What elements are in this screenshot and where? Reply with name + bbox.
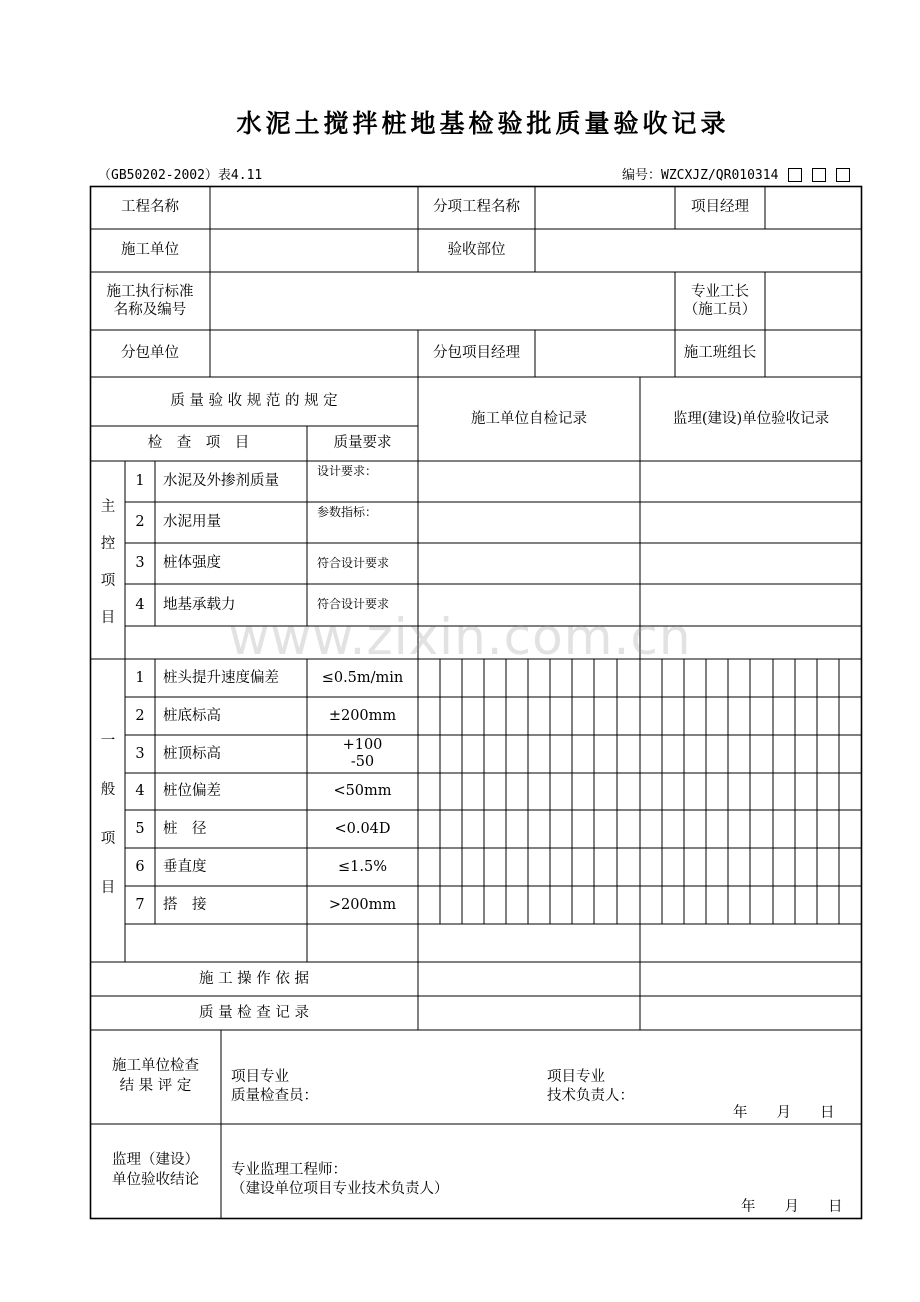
watermark: www.zixin.com.cn xyxy=(228,608,692,666)
supervision-engineer-signature[interactable] xyxy=(231,1161,449,1199)
project-name-field[interactable] xyxy=(210,186,418,229)
inspection-part-label: 验收部位 xyxy=(447,242,506,259)
supervision-eval-label-line2: 单位验收结论 xyxy=(112,1172,199,1188)
item-name: 桩 径 xyxy=(163,820,207,837)
quality-req-heading: 质量要求 xyxy=(333,435,392,452)
construction-unit-field[interactable] xyxy=(210,229,418,272)
inspection-part-field[interactable] xyxy=(535,229,862,272)
item-requirement: 符合设计要求 xyxy=(317,597,390,612)
general-items-label xyxy=(98,729,118,925)
construction-eval-label-line1: 施工单位检查 xyxy=(112,1058,199,1075)
requirement-upper: +100 xyxy=(342,736,383,753)
sub-manager-label: 分包项目经理 xyxy=(433,345,520,362)
standard-name-label-line1: 施工执行标准 xyxy=(106,283,194,300)
quality-record-self-field[interactable] xyxy=(418,996,640,1030)
standard-name-label xyxy=(90,272,210,330)
foreman-field[interactable] xyxy=(765,272,862,330)
item-requirement: 设计要求： xyxy=(317,464,378,479)
document-code-text: 编号：WZCXJZ/QR010314 xyxy=(622,168,779,183)
quality-record-supervision-field[interactable] xyxy=(640,996,862,1030)
item-name: 桩底标高 xyxy=(163,707,221,724)
row-number: 1 xyxy=(135,669,145,686)
main-control-char-1: 主 xyxy=(100,499,116,515)
item-requirement xyxy=(307,735,418,773)
check-items-heading: 检 查 项 目 xyxy=(147,435,250,452)
item-requirement: 符合设计要求 xyxy=(317,555,390,570)
main-control-char-2: 控 xyxy=(100,536,116,552)
item-name: 水泥用量 xyxy=(163,514,221,531)
general-char-1: 一 xyxy=(100,733,116,749)
spec-rules-heading: 质 量 验 收 规 范 的 规 定 xyxy=(170,393,338,410)
row-number: 7 xyxy=(135,896,145,913)
item-requirement: ±200mm xyxy=(328,707,397,724)
operation-basis-label: 施 工 操 作 依 据 xyxy=(198,970,310,987)
supervision-eval-label xyxy=(90,1124,221,1218)
standard-name-field[interactable] xyxy=(210,272,675,330)
construction-eval-label xyxy=(90,1030,221,1124)
sub-project-name-label: 分项工程名称 xyxy=(433,199,520,216)
row-number: 3 xyxy=(135,555,145,572)
quality-inspector-signature[interactable] xyxy=(231,1068,318,1106)
general-char-2: 般 xyxy=(100,782,116,798)
sub-project-name-field[interactable] xyxy=(535,186,675,229)
operation-basis-self-field[interactable] xyxy=(418,962,640,996)
row-number: 2 xyxy=(135,707,145,724)
supervision-check-heading: 监理(建设)单位验收记录 xyxy=(672,410,830,427)
construction-unit-label: 施工单位 xyxy=(121,242,179,259)
supervision-eval-label-line1: 监理（建设） xyxy=(112,1152,199,1169)
supervision-engineer-line1: 专业监理工程师： xyxy=(231,1162,347,1178)
sub-manager-field[interactable] xyxy=(535,330,675,377)
main-control-char-3: 项 xyxy=(100,573,116,589)
supervision-eval-date[interactable]: 年 月 日 xyxy=(741,1199,843,1215)
item-name: 水泥及外掺剂质量 xyxy=(163,473,279,490)
item-name: 地基承载力 xyxy=(163,596,236,613)
team-leader-label: 施工班组长 xyxy=(683,345,757,362)
project-name-label: 工程名称 xyxy=(121,199,179,216)
construction-eval-label-line2: 结 果 评 定 xyxy=(119,1078,192,1094)
quality-inspector-line2: 质量检查员： xyxy=(231,1087,318,1104)
general-char-3: 项 xyxy=(100,831,116,847)
row-number: 4 xyxy=(135,783,145,800)
item-name: 桩头提升速度偏差 xyxy=(163,669,279,686)
standard-name-label-line2: 名称及编号 xyxy=(113,302,187,318)
item-requirement: ≤1.5% xyxy=(338,858,387,875)
quality-record-label: 质 量 检 查 记 录 xyxy=(198,1004,310,1021)
item-name: 搭 接 xyxy=(163,896,207,913)
project-manager-label: 项目经理 xyxy=(691,199,749,216)
item-name: 桩体强度 xyxy=(163,555,221,572)
row-number: 4 xyxy=(135,596,145,613)
team-leader-field[interactable] xyxy=(765,330,862,377)
operation-basis-supervision-field[interactable] xyxy=(640,962,862,996)
technical-lead-line2: 技术负责人： xyxy=(547,1087,634,1104)
item-name: 垂直度 xyxy=(163,858,207,875)
item-requirement: >200mm xyxy=(328,896,397,913)
technical-lead-line1: 项目专业 xyxy=(547,1069,605,1085)
row-number: 3 xyxy=(135,745,145,762)
subcontractor-label: 分包单位 xyxy=(121,345,179,362)
construction-eval-date[interactable]: 年 月 日 xyxy=(733,1105,835,1121)
row-number: 6 xyxy=(135,858,145,875)
supervision-engineer-line2: （建设单位项目专业技术负责人） xyxy=(231,1180,449,1197)
standard-reference: （GB50202-2002）表4.11 xyxy=(98,168,263,183)
main-control-char-4: 目 xyxy=(100,610,116,626)
document-title: 水泥土搅拌桩地基检验批质量验收记录 xyxy=(236,109,730,138)
requirement-lower: -50 xyxy=(350,754,375,770)
quality-inspector-line1: 项目专业 xyxy=(231,1069,289,1085)
technical-lead-signature[interactable] xyxy=(547,1068,634,1106)
row-number: 2 xyxy=(135,514,145,531)
item-name: 桩位偏差 xyxy=(163,783,221,800)
item-requirement: 参数指标： xyxy=(317,505,378,520)
item-name: 桩顶标高 xyxy=(163,745,221,762)
item-requirement: <0.04D xyxy=(334,820,391,837)
row-number: 1 xyxy=(135,473,145,490)
foreman-label-line1: 专业工长 xyxy=(691,283,749,300)
project-manager-field[interactable] xyxy=(765,186,862,229)
general-char-4: 目 xyxy=(100,880,116,896)
row-number: 5 xyxy=(135,820,145,837)
subcontractor-field[interactable] xyxy=(210,330,418,377)
self-check-heading: 施工单位自检记录 xyxy=(471,410,587,427)
item-requirement: <50mm xyxy=(333,783,392,800)
foreman-label-line2: （施工员） xyxy=(683,302,757,318)
foreman-label xyxy=(675,272,765,330)
item-requirement: ≤0.5m/min xyxy=(321,669,404,686)
